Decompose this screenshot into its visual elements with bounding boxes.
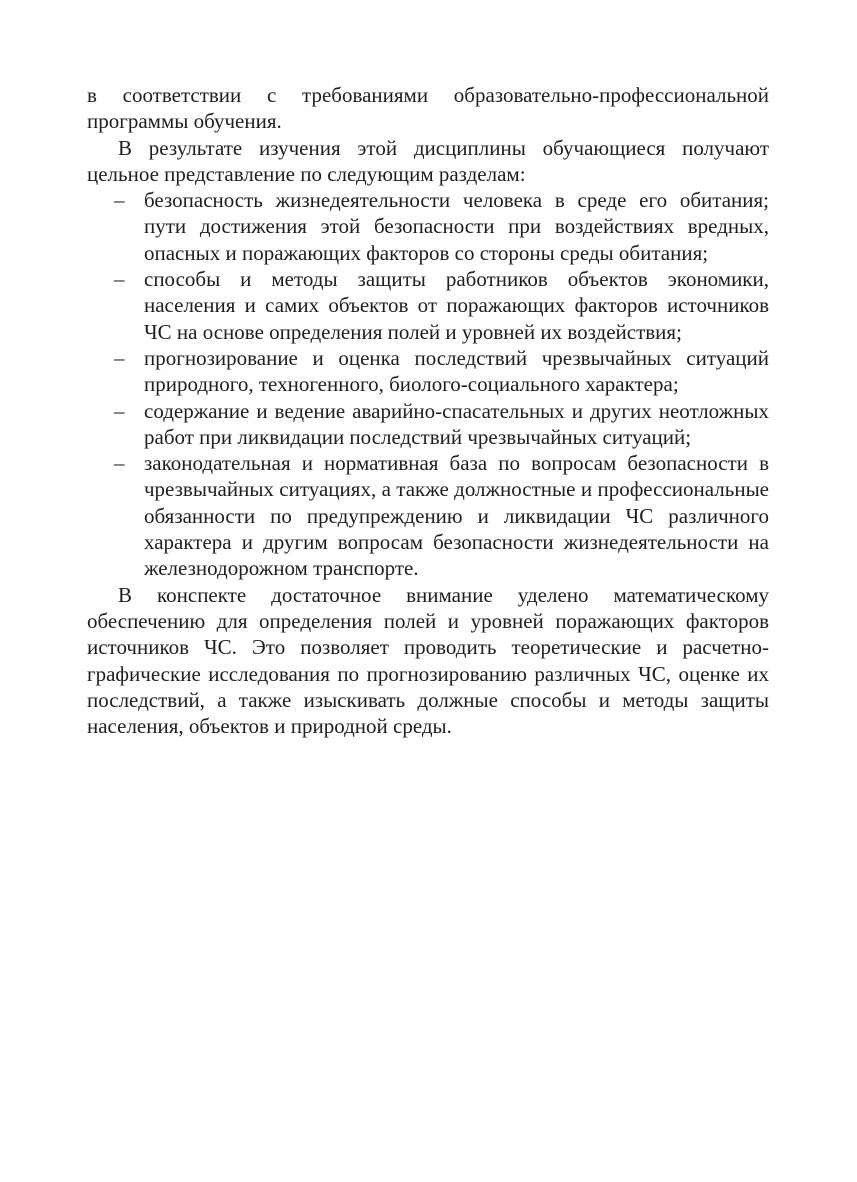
dash-marker: –	[114, 451, 125, 476]
list-item	[87, 187, 769, 266]
paragraph-summary: В конспекте достаточное внимание уделено математическому обеспечению для определения полей и уровней поражающих факторов источников ЧС. Это позволяет проводить теоретические и расчетно-графические исследования по прогнозированию различных ЧС, оценке их последствий, а также изыскивать должные способы и методы защиты населения, объектов и природной среды.	[87, 582, 769, 739]
paragraph-course-results: В результате изучения этой дисциплины обучающиеся получают цельное представление по следующим разделам:	[87, 135, 769, 186]
list-item-text: способы и методы защиты работников объектов экономики, населения и самих объектов от поражающих факторов источников ЧС на основе определения полей и уровней их воздействия;	[144, 267, 769, 344]
list-item-text: содержание и ведение аварийно-спасательных и других неотложных работ при ликвидации последствий чрезвычайных ситуаций;	[144, 398, 769, 449]
list-item	[87, 266, 769, 345]
list-item	[87, 398, 769, 451]
dash-marker: –	[114, 267, 125, 292]
list-item-text: прогнозирование и оценка последствий чрезвычайных ситуаций природного, техногенного, биолого-социального характера;	[144, 345, 769, 397]
paragraph-intro-continuation: в соответствии с требованиями образовательно-профессиональной программы обучения.	[87, 83, 769, 134]
list-item-text: безопасность жизнедеятельности человека в среде его обитания; пути достижения этой безопасности при воздействиях вредных, опасных и поражающих факторов со стороны среды обитания;	[144, 188, 769, 265]
list-item	[87, 450, 769, 581]
topics-list	[87, 187, 769, 581]
dash-marker: –	[114, 345, 125, 370]
dash-marker: –	[114, 188, 125, 213]
dash-marker: –	[114, 398, 125, 423]
list-item	[87, 345, 769, 398]
list-item-text: законодательная и нормативная база по вопросам безопасности в чрезвычайных ситуациях, а также должностные и профессиональные обязанности по предупреждению и ликвидации ЧС различного характера и другим вопросам безопасности жизнедеятельности на железнодорожном транспорте.	[144, 451, 769, 581]
